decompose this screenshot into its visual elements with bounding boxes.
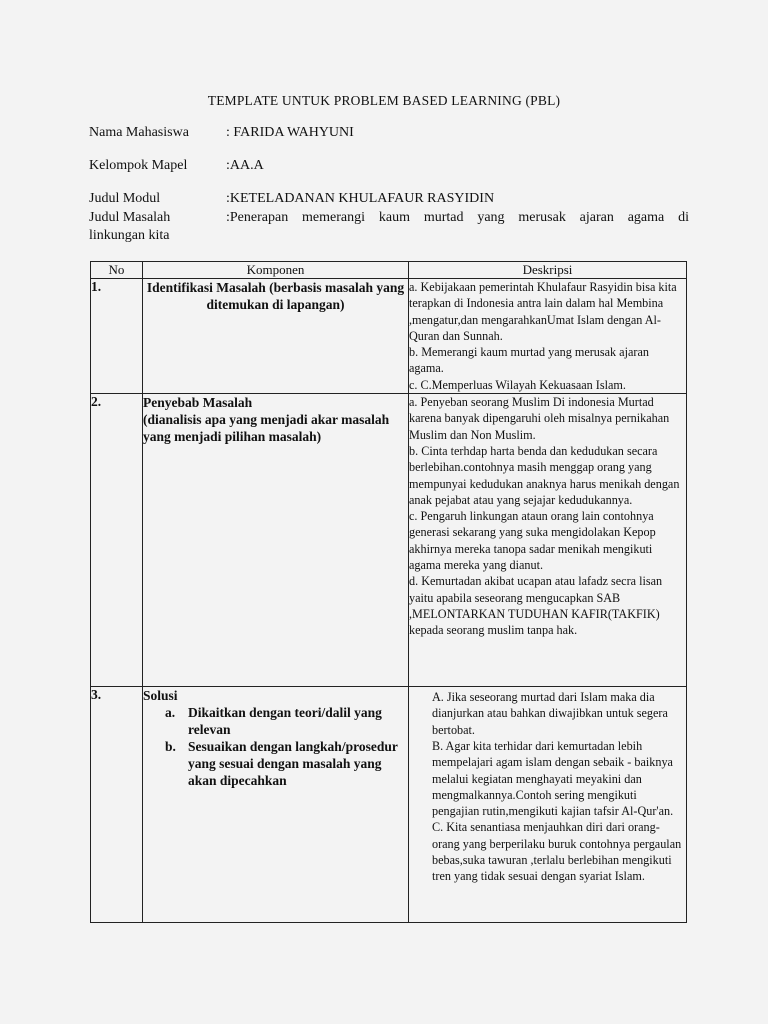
- kelompok-value: :AA.A: [226, 158, 264, 173]
- deskripsi-item: b. Cinta terhdap harta benda dan kedudukan secara berlebihan.contohnya masih menggap orang yang mempunyai kedudukan anaknya harus menikah dengan anak pejabat atau yang sejajar kedudukannya.: [409, 443, 680, 507]
- row-number: 2.: [91, 394, 143, 687]
- judul-modul-row: [89, 191, 494, 207]
- table-row: [91, 394, 687, 687]
- deskripsi-item: b. Memerangi kaum murtad yang merusak ajaran agama.: [409, 345, 649, 376]
- deskripsi-item: B. Agar kita terhidar dari kemurtadan lebih mempelajari agam islam dengan sebaik - baiknya melalui kegiatan menghayati meyakini dan mengmalkannya.Contoh sering mengikuti pengajian rutin,mengikuti kajian tafsir Al-Qur'an.: [432, 738, 674, 819]
- table-row: [91, 687, 687, 923]
- komponen-cell: Identifikasi Masalah (berbasis masalah yang ditemukan di lapangan): [143, 279, 409, 394]
- komponen-subitem: [143, 704, 408, 738]
- table-row: [91, 279, 687, 394]
- header-deskripsi: Deskripsi: [409, 262, 687, 279]
- subitem-text: Dikaitkan dengan teori/dalil yang relevan: [188, 705, 382, 738]
- judul-masalah-row: [89, 209, 689, 245]
- deskripsi-cell: [409, 279, 687, 394]
- komponen-subtitle: (dianalisis apa yang menjadi akar masalah yang menjadi pilihan masalah): [143, 412, 390, 445]
- row-number: 3.: [91, 687, 143, 923]
- deskripsi-cell: [409, 394, 687, 687]
- row-number: 1.: [91, 279, 143, 394]
- table-header-row: [91, 262, 687, 279]
- deskripsi-item: c. Pengaruh linkungan ataun orang lain contohnya generasi sekarang yang suka mengidolakan Kepop akhirnya mereka tanopa sadar menikah mengikuti agama mereka yang dianut.: [409, 509, 656, 573]
- nama-mahasiswa-row: [89, 125, 354, 141]
- nama-value: : FARIDA WAHYUNI: [226, 125, 354, 140]
- deskripsi-item: C. Kita senantiasa menjauhkan diri dari orang-orang yang berperilaku buruk contohnya pergaulan bebas,suka tawuran ,terlalu berlebihan mengikuti tren yang tidak sesuai dengan syariat Islam.: [432, 820, 682, 884]
- komponen-title: Solusi: [143, 688, 178, 704]
- document-title: TEMPLATE UNTUK PROBLEM BASED LEARNING (PBL): [207, 93, 561, 108]
- deskripsi-item: A. Jika seseorang murtad dari Islam maka dia dianjurkan atau bahkan diwajibkan untuk segera bertobat.: [432, 690, 668, 737]
- subitem-letter: b.: [165, 739, 176, 755]
- nama-label: Nama Mahasiswa: [89, 125, 189, 140]
- header-no: No: [91, 262, 143, 279]
- deskripsi-item: d. Kemurtadan akibat ucapan atau lafadz secra lisan yaitu apabila seseorang mengucapkan SAB ,MELONTARKAN TUDUHAN KAFIR(TAKFIK) kepada seorang muslim tanpa hak.: [409, 574, 663, 638]
- masalah-label: Judul Masalah: [89, 210, 171, 225]
- deskripsi-item: c. C.Memperluas Wilayah Kekuasaan Islam.: [409, 377, 626, 392]
- kelompok-mapel-row: [89, 158, 264, 174]
- komponen-cell: [143, 394, 409, 687]
- header-komponen: Komponen: [143, 262, 409, 279]
- modul-label: Judul Modul: [89, 191, 161, 206]
- deskripsi-item: a. Penyeban seorang Muslim Di indonesia Murtad karena banyak dipengaruhi oleh misalnya pernikahan Muslim dan Non Muslim.: [409, 395, 670, 442]
- subitem-text: Sesuaikan dengan langkah/prosedur yang sesuai dengan masalah yang akan dipecahkan: [188, 739, 398, 789]
- komponen-cell: [143, 687, 409, 923]
- pbl-table: [90, 261, 687, 923]
- deskripsi-item: a. Kebijakaan pemerintah Khulafaur Rasyidin bisa kita terapkan di Indonesia antra lain dalam hal Membina ,mengatur,dan mengarahkanUmat Islam dengan Al-Quran dan Sunnah.: [409, 280, 677, 343]
- modul-value: :KETELADANAN KHULAFAUR RASYIDIN: [226, 191, 495, 206]
- komponen-subitem: [143, 738, 408, 789]
- komponen-title: Penyebab Masalah: [143, 395, 253, 411]
- masalah-continuation: linkungan kita: [89, 228, 170, 243]
- kelompok-label: Kelompok Mapel: [89, 158, 188, 173]
- masalah-value: :Penerapan memerangi kaum murtad yang merusak ajaran agama di: [226, 210, 689, 225]
- deskripsi-cell: [409, 687, 687, 923]
- subitem-letter: a.: [165, 705, 176, 721]
